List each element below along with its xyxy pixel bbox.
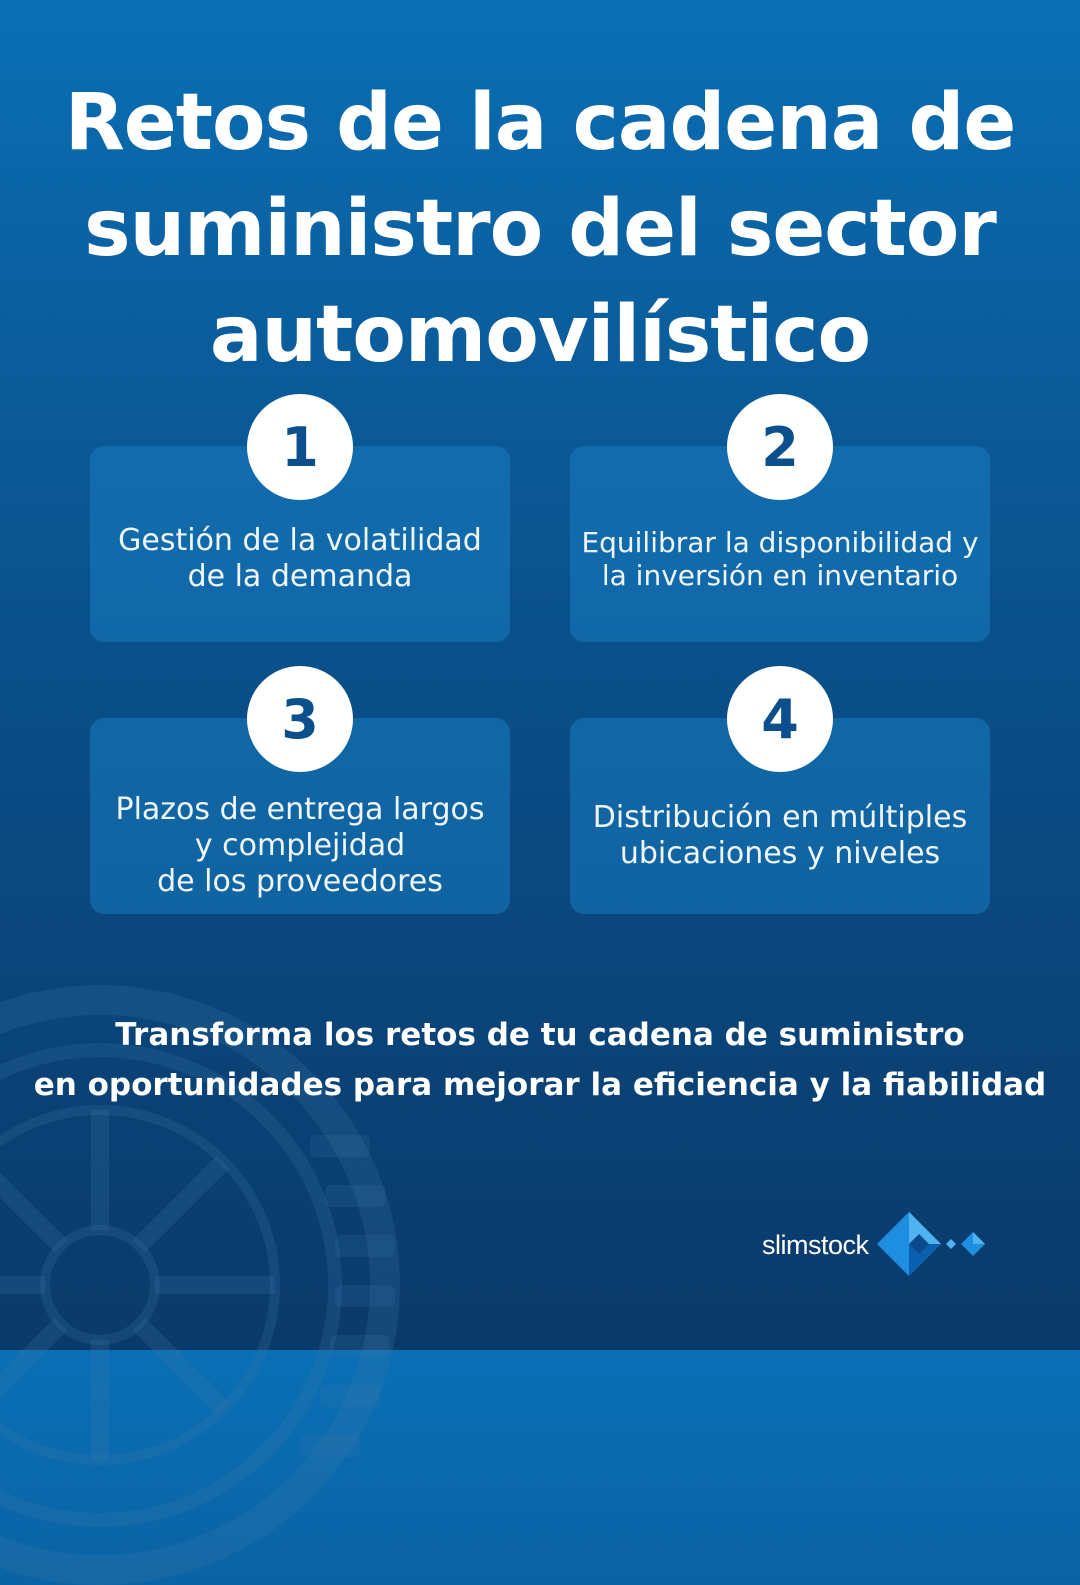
title-line-3: automovilístico	[209, 290, 871, 380]
tagline	[0, 1010, 1080, 1110]
number-badge-3: 3	[247, 666, 353, 772]
number-badge-4: 4	[727, 666, 833, 772]
number-badge-2: 2	[727, 394, 833, 500]
card-4-line-2: ubicaciones y niveles	[619, 836, 941, 871]
card-1-line-1: Gestión de la volatilidad	[118, 523, 482, 558]
page-title	[0, 70, 1080, 388]
tagline-line-2: en oportunidades para mejorar la eficiencia y la fiabilidad	[33, 1067, 1047, 1103]
card-1-line-2: de la demanda	[187, 559, 413, 594]
card-4-line-1: Distribución en múltiples	[592, 800, 968, 835]
card-2-line-2: la inversión en inventario	[601, 559, 959, 592]
logo-mark-icon	[873, 1210, 991, 1280]
card-1-text	[108, 493, 492, 595]
card-2-line-1: Equilibrar la disponibilidad y	[581, 526, 979, 559]
title-line-1: Retos de la cadena de	[64, 78, 1016, 168]
card-3-line-1: Plazos de entrega largos	[115, 792, 485, 827]
logo-text: slimstock	[762, 1229, 869, 1260]
tagline-line-1: Transforma los retos de tu cadena de suministro	[115, 1017, 965, 1053]
title-line-2: suministro del sector	[84, 184, 996, 274]
card-3-line-2: y complejidad	[194, 828, 406, 863]
card-4-text	[583, 760, 977, 872]
number-badge-1: 1	[247, 394, 353, 500]
card-2-text	[571, 496, 988, 592]
card-3-line-3: de los proveedores	[157, 864, 443, 899]
slimstock-logo	[762, 1210, 991, 1280]
